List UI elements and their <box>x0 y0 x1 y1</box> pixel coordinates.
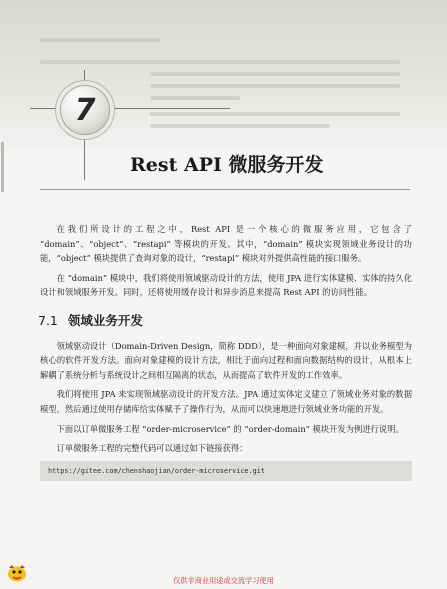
ghost-text-line <box>40 38 160 42</box>
code-url-box <box>40 461 412 482</box>
body-text <box>40 222 412 481</box>
paragraph: 领域驱动设计（Domain-Driven Design，简称 DDD），是一种面向对象建模，并以业务模型为核心的软件开发方法。面向对象建模的设计方法，相比于面向过程和面向数据结构的设计，从根本上解耦了系统分析与系统设计之间相互隔离的状态，从而提高了软件开发的工作效率。 <box>40 340 412 380</box>
ghost-text-line <box>150 96 240 100</box>
ghost-text-line <box>150 72 400 76</box>
ghost-text-line <box>40 60 400 64</box>
repository-url[interactable]: https://gitee.com/chenshaojian/order-microservice.git <box>48 466 265 475</box>
title-divider <box>40 189 410 190</box>
paragraph: 订单微服务工程的完整代码可以通过如下链接获得： <box>56 443 248 454</box>
chapter-title: Rest API 微服务开发 <box>130 154 324 176</box>
ghost-text-line <box>150 112 400 116</box>
section-heading <box>38 314 412 329</box>
section-title: 领域业务开发 <box>67 312 143 328</box>
chapter-number-badge <box>60 85 110 135</box>
ghost-text-line <box>150 124 330 128</box>
section-number: 7.1 <box>38 312 58 328</box>
paragraph: 下面以订单微服务工程 “order-microservice” 的 “order-domain” 模块开发为例进行说明。 <box>56 423 404 434</box>
binding-mark <box>1 142 4 192</box>
ghost-text-line <box>150 84 400 88</box>
footer-watermark-note: 仅供非商业用途或交流学习使用 <box>173 576 274 585</box>
chapter-number: 7 <box>74 92 96 128</box>
paragraph: 在 “domain” 模块中，我们将使用领域驱动设计的方法，使用 JPA 进行实体建模、实体的持久化设计和领域服务开发。同时，还将使用缓存设计和异步消息来提高 Rest API 的访问性能。 <box>40 272 412 298</box>
paragraph: 我们将使用 JPA 来实现领域驱动设计的开发方法。JPA 通过实体定义建立了领域业务对象的数据模型，然后通过使用存储库给实体赋予了操作行为，从而可以快速地进行领域业务功能的开发。 <box>40 389 412 414</box>
paragraph: 在我们所设计的工程之中，Rest API 是一个核心的微服务应用，它包含了 “domain”、“object”、“restapi” 等模块的开发。其中，“domain” 模块实现领域业务设计的功能，“object” 模块提供了查询对象的设计，“restapi” 模块对外提供高性能的接口服务。 <box>40 224 412 264</box>
